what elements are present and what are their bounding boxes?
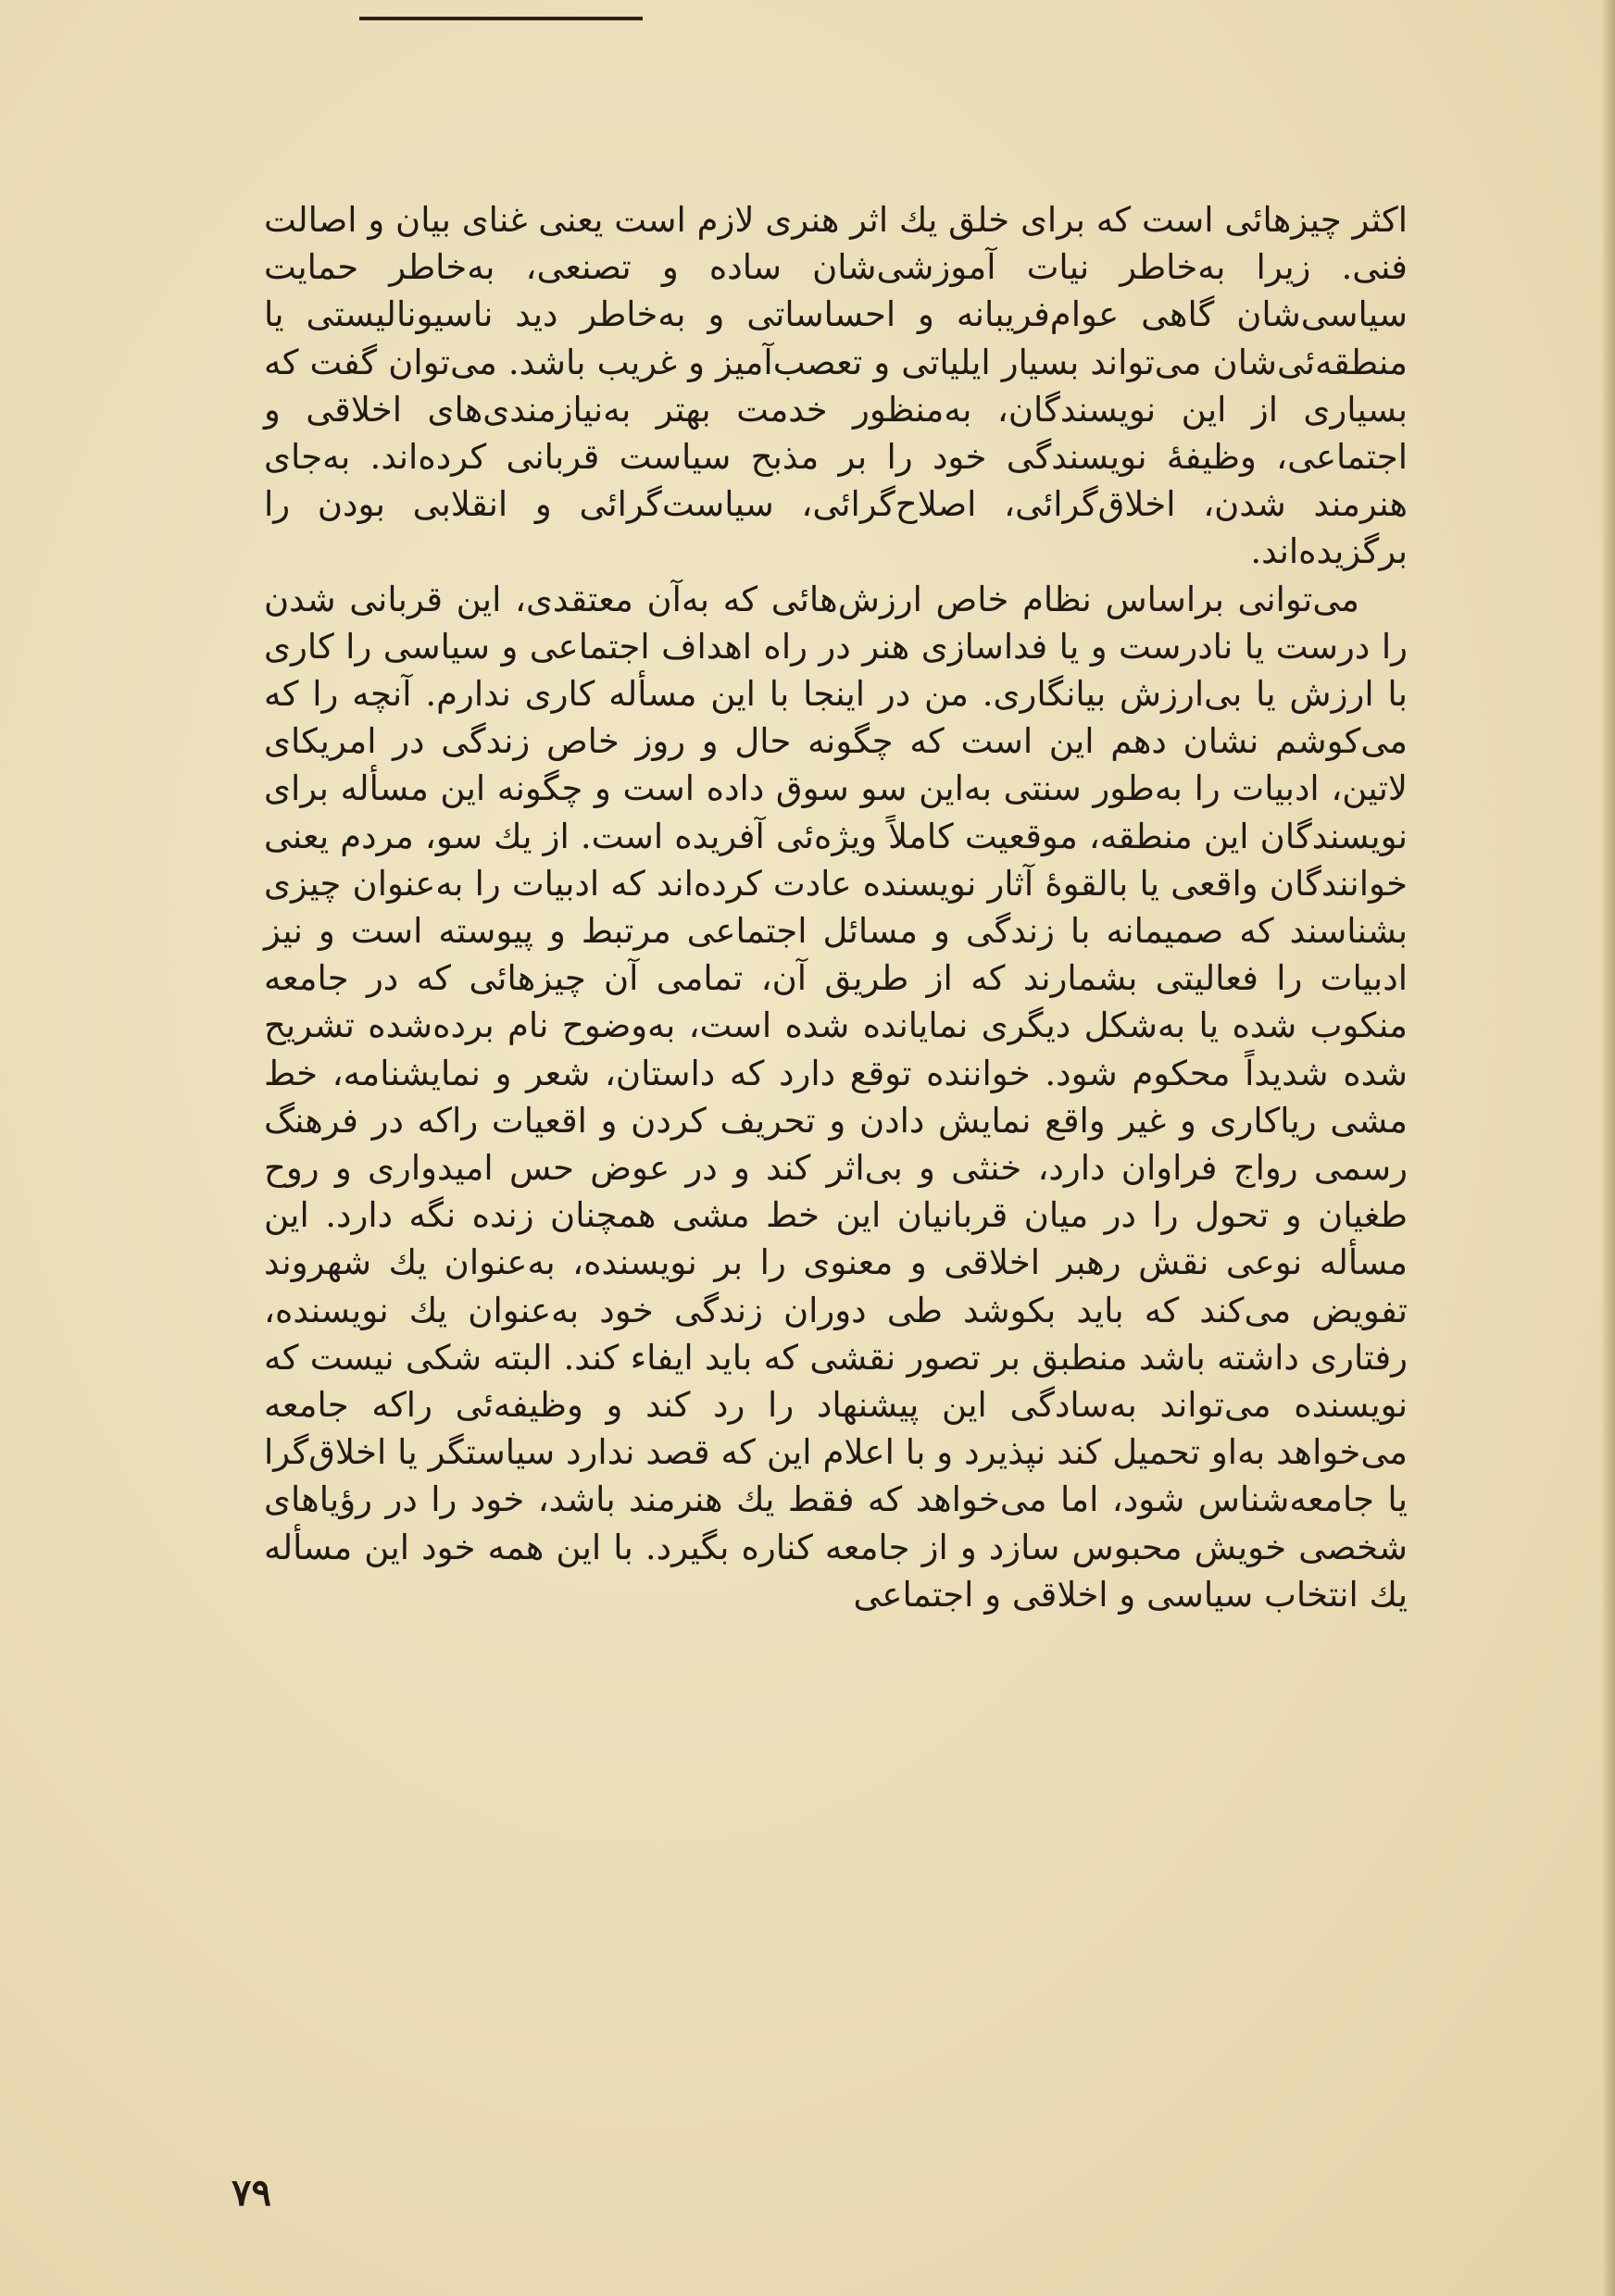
paragraph-1: اکثر چیزهائی است که برای خلق یك اثر هنری لازم است یعنی غنای بیان و اصالت فنی. زیرا به‌خاطر نیات آموزشی‌شان ساده و تصنعی، به‌خاطر حمایت سیاسی‌شان گاهی عوام‌فریبانه و احساساتی و به‌خاطر دید ناسیونالیستی یا منطقه‌ئی‌شان می‌تواند بسیار ایلیاتی و تعصب‌آمیز و غریب باشد. می‌توان گفت که بسیاری از این نویسندگان، به‌منظور خدمت بهتر به‌نیازمندی‌های اخلاقی و اجتماعی، وظیفهٔ نویسندگی خود را بر مذبح سیاست قربانی کرده‌اند. به‌جای هنرمند شدن، اخلاق‌گرائی، اصلاح‌گرائی، سیاست‌گرائی و انقلابی بودن را برگزیده‌اند. bbox=[264, 200, 1408, 572]
page-number: ۷۹ bbox=[232, 2171, 271, 2215]
page-edge-shadow bbox=[1602, 0, 1615, 2296]
body-text bbox=[264, 196, 1408, 1618]
paragraph-2: می‌توانی براساس نظام خاص ارزش‌هائی که به‌آن معتقدی، این قربانی شدن را درست یا نادرست و یا فداسازی هنر در راه اهداف اجتماعی و سیاسی را کاری با ارزش یا بی‌ارزش بیانگاری. من در اینجا با این مسأله کاری ندارم. آنچه را که می‌کوشم نشان دهم این است که چگونه حال و روز خاص زندگی در امریکای لاتین، ادبیات را به‌طور سنتی به‌این سو سوق داده است و چگونه این مسأله برای نویسندگان این منطقه، موقعیت کاملاً ویژه‌ئی آفریده است. از یك سو، مردم یعنی خوانندگان واقعی یا بالقوهٔ آثار نویسنده عادت کرده‌اند که ادبیات را به‌عنوان چیزی بشناسند که صمیمانه با زندگی و مسائل اجتماعی مرتبط و پیوسته است و نیز ادبیات را فعالیتی بشمارند که از طریق آن، تمامی آن چیزهائی که در جامعه منکوب شده یا به‌شکل دیگری نمایانده شده است، به‌وضوح نام برده‌شده تشریح شده شدیداً محکوم شود. خواننده توقع دارد که داستان، شعر و نمایشنامه، خط مشی ریاکاری و غیر واقع نمایش دادن و تحریف کردن و اقعیات راکه در فرهنگ رسمی رواج فراوان دارد، خنثی و بی‌اثر کند و در عوض حس امیدواری و روح طغیان و تحول را در میان قربانیان این خط مشی همچنان زنده نگه دارد. این مسأله نوعی نقش رهبر اخلاقی و معنوی را بر نویسنده، به‌عنوان یك شهروند تفویض می‌کند که باید بکوشد طی دوران زندگی خود به‌عنوان یك نویسنده، رفتاری داشته باشد منطبق بر تصور نقشی که باید ایفاء کند. البته شکی نیست که نویسنده می‌تواند به‌سادگی این پیشنهاد را رد کند و وظیفه‌ئی راکه جامعه می‌خواهد به‌او تحمیل کند نپذیرد و با اعلام این که قصد ندارد سیاستگر یا اخلاق‌گرا یا جامعه‌شناس شود، اما می‌خواهد که فقط یك هنرمند باشد، خود را در رؤیاهای شخصی خویش محبوس سازد و از جامعه کناره بگیرد. با این همه خود این مسأله یك انتخاب سیاسی و اخلاقی و اجتماعی bbox=[264, 579, 1408, 1615]
top-rule bbox=[359, 17, 643, 20]
